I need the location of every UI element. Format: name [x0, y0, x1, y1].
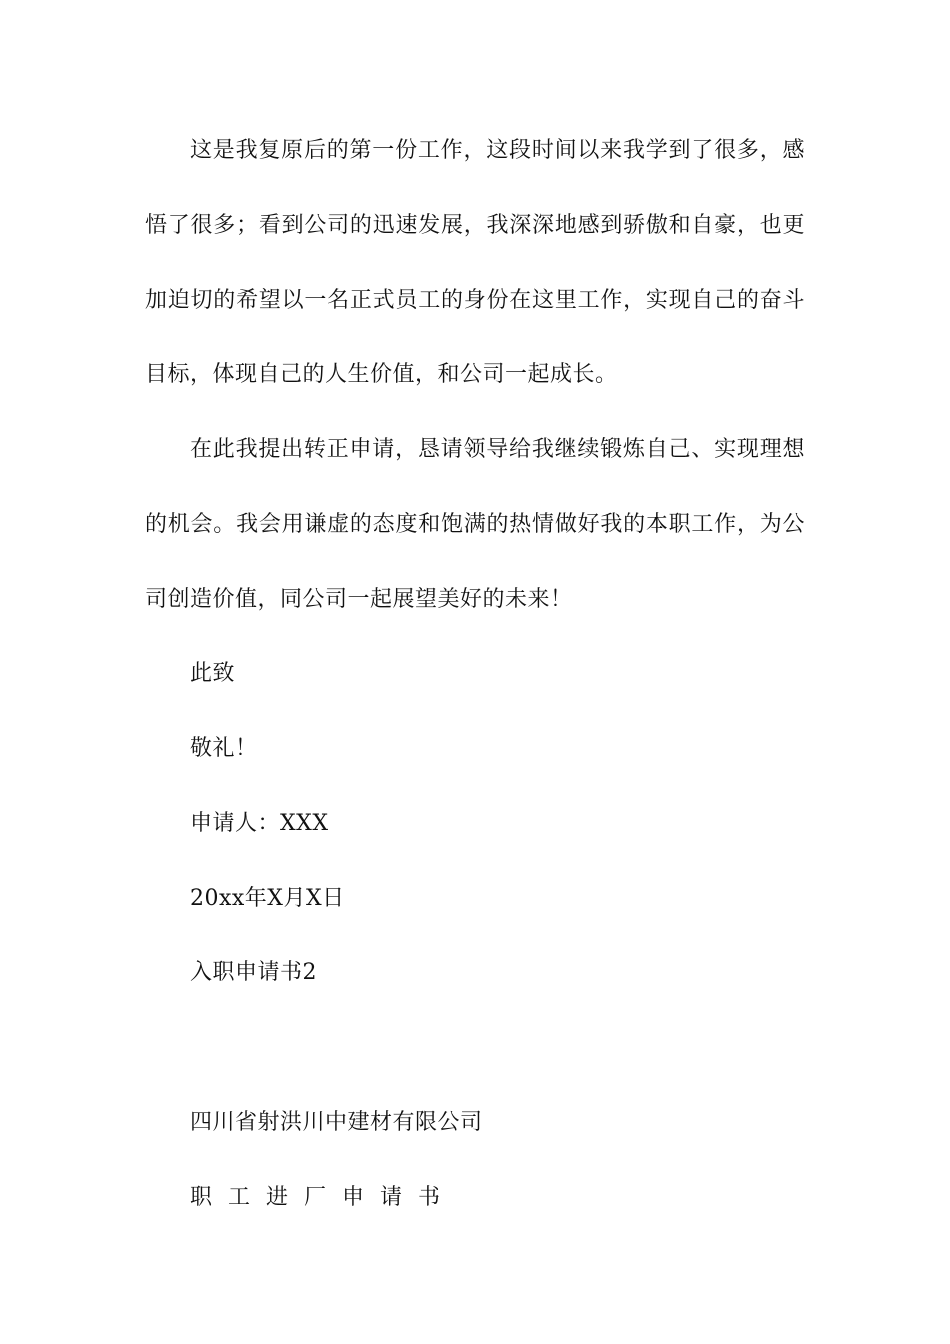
paragraph1-line1: 这是我复原后的第一份工作，这段时间以来我学到了很多，感 [190, 138, 805, 163]
paragraph2-line1: 在此我提出转正申请，恳请领导给我继续锻炼自己、实现理想 [190, 437, 805, 462]
paragraph2-line3: 司创造价值，同公司一起展望美好的未来！ [145, 587, 573, 612]
paragraph1-line2: 悟了很多；看到公司的迅速发展，我深深地感到骄傲和自豪，也更 [145, 213, 805, 238]
section-title: 入职申请书2 [190, 960, 317, 985]
applicant-line: 申请人：XXX [190, 811, 329, 836]
date-line: 20xx年X月X日 [190, 886, 345, 911]
salutation-text: 敬礼！ [190, 736, 258, 761]
company-name: 四川省射洪川中建材有限公司 [190, 1110, 483, 1135]
form-title: 职工进厂申请书 [190, 1185, 457, 1210]
closing-text: 此致 [190, 661, 236, 686]
paragraph1-line3: 加迫切的希望以一名正式员工的身份在这里工作，实现自己的奋斗 [145, 288, 805, 313]
paragraph1-line4: 目标，体现自己的人生价值，和公司一起成长。 [145, 362, 618, 387]
paragraph2-line2: 的机会。我会用谦虚的态度和饱满的热情做好我的本职工作，为公 [145, 512, 805, 537]
